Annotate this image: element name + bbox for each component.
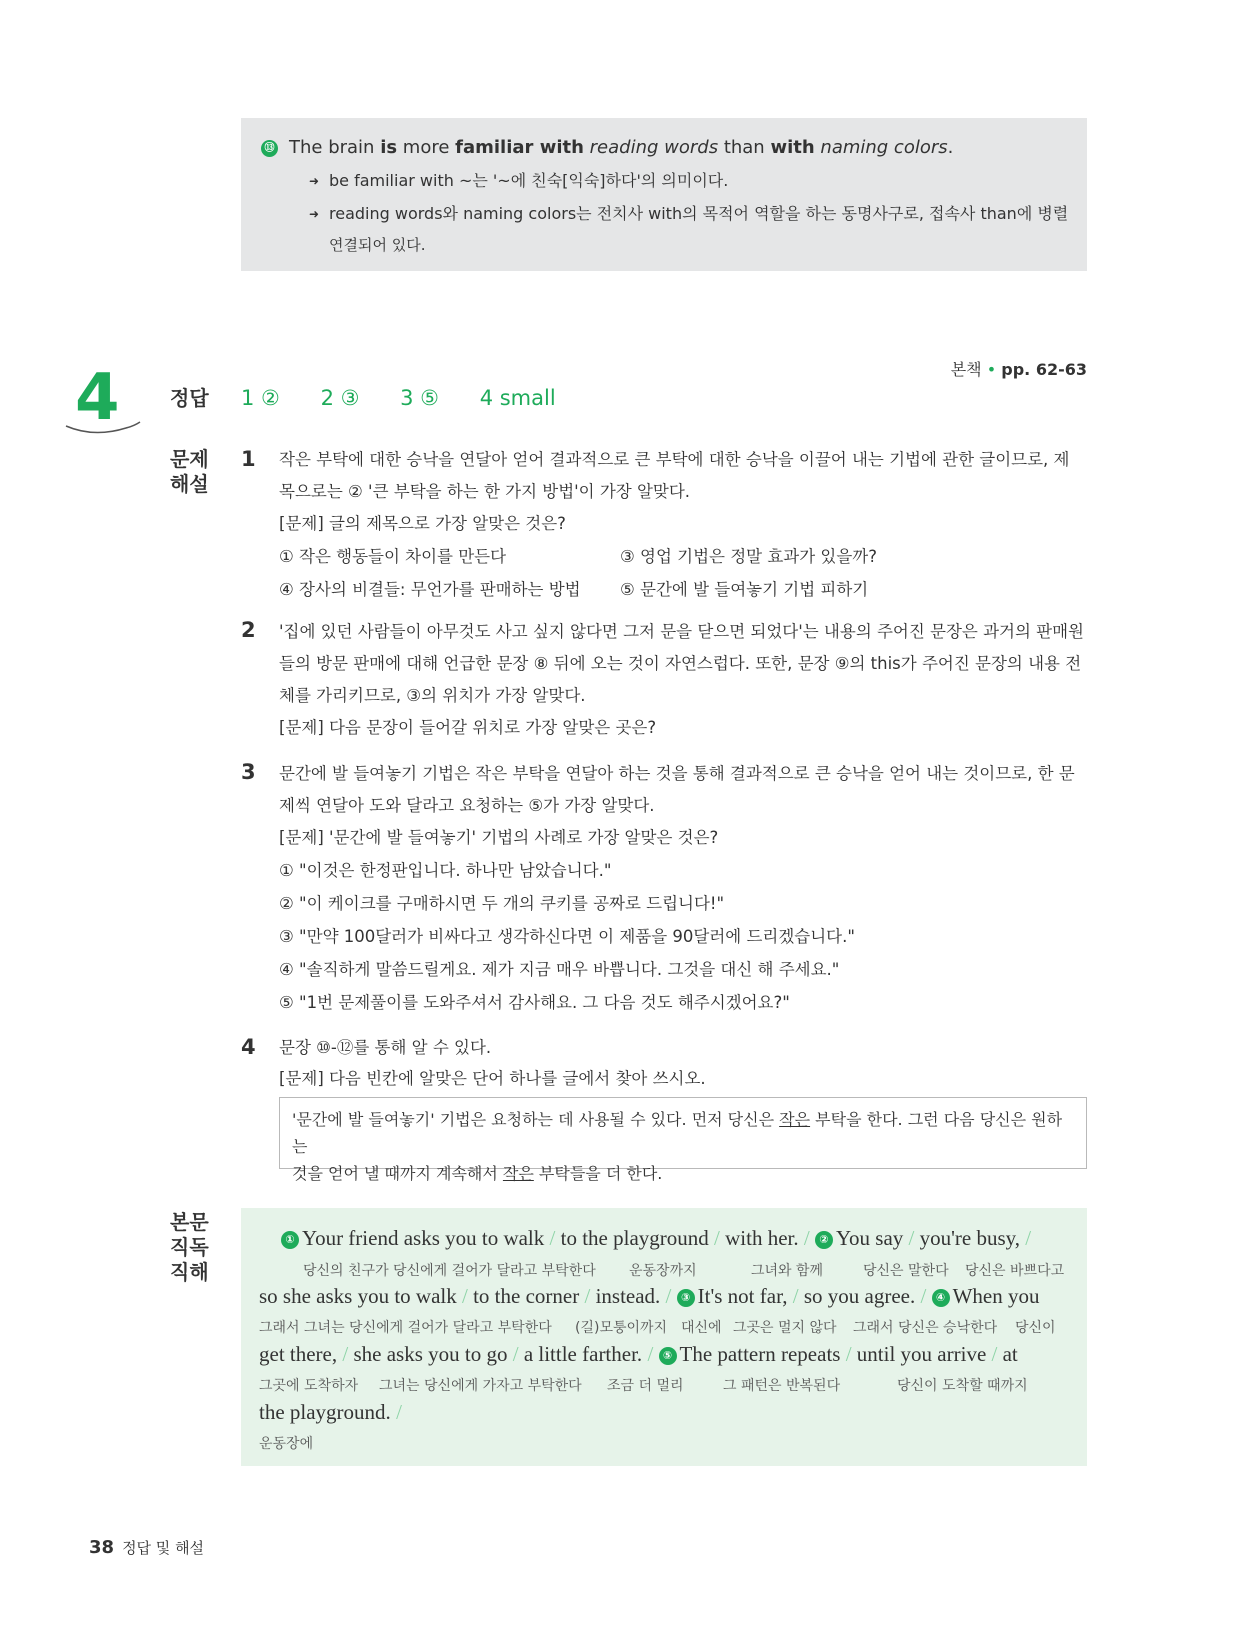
q4-summary-box	[279, 1097, 1087, 1183]
explain-label-2: 해설	[170, 472, 209, 496]
answer-item: 3 ⑤	[400, 386, 439, 410]
answer-list	[241, 386, 590, 410]
slash-divider: /	[714, 1226, 720, 1250]
sentence-italic: naming colors	[820, 137, 948, 158]
q3-option: ④ "솔직하게 말씀드릴게요. 제가 지금 매우 바쁩니다. 그것을 대신 해 주세요."	[279, 960, 840, 979]
chunk: to the corner	[473, 1284, 580, 1308]
chunk: until you arrive	[856, 1342, 987, 1366]
reading-korean-chunk: 그곳은 멀지 않다	[733, 1320, 837, 1336]
book-ref-pages: pp. 62-63	[1001, 360, 1087, 379]
q3-option: ② "이 케이크를 구매하시면 두 개의 쿠키를 공짜로 드립니다!"	[279, 894, 725, 913]
slash-divider: /	[845, 1342, 852, 1366]
question-number: 1	[241, 447, 256, 471]
q3-option: ⑤ "1번 문제풀이를 도와주셔서 감사해요. 그 다음 것도 해주시겠어요?"	[279, 993, 790, 1012]
sentence-number: ⑬	[261, 140, 278, 157]
arrow-right-icon: ➜	[309, 174, 320, 188]
direct-reading-box	[241, 1208, 1087, 1466]
q2-explanation-line: 체를 가리키므로, ③의 위치가 가장 알맞다.	[279, 686, 586, 705]
reading-korean-chunk: 당신은 바쁘다고	[965, 1263, 1065, 1279]
question-number: 3	[241, 760, 256, 784]
summary-line-1	[292, 1106, 1074, 1160]
reading-korean-chunk: 대신에	[681, 1320, 722, 1336]
chunk: the playground.	[259, 1400, 391, 1424]
q2-explanation-line: '집에 있던 사람들이 아무것도 사고 싶지 않다면 그저 문을 닫으면 되었다'는 내용의 주어진 문장은 과거의 판매원	[279, 622, 1084, 641]
chunk: When you	[952, 1284, 1040, 1308]
slash-divider: /	[512, 1342, 519, 1366]
note-text: be familiar with ~는 '~에 친숙[익숙]하다'의 의미이다.	[329, 171, 729, 190]
arrow-right-icon: ➜	[309, 207, 320, 221]
q3-option: ① "이것은 한정판입니다. 하나만 남았습니다."	[279, 861, 612, 880]
reading-korean-chunk: 그녀는 당신에게 가자고 부탁한다	[379, 1378, 582, 1394]
reading-korean-chunk: 운동장까지	[629, 1263, 697, 1279]
reading-korean-chunk: 그곳에 도착하자	[259, 1378, 359, 1394]
reading-korean-chunk: 당신은 말한다	[863, 1263, 949, 1279]
chunk: she asks you to go	[353, 1342, 508, 1366]
chunk: so she asks you to walk	[259, 1284, 457, 1308]
summary-blank-answer: 작은	[502, 1164, 534, 1183]
explain-label-1: 문제	[170, 447, 209, 471]
q1-question: [문제] 글의 제목으로 가장 알맞은 것은?	[279, 514, 566, 533]
reading-label-1: 본문	[170, 1210, 209, 1234]
chunk: get there,	[259, 1342, 338, 1366]
sentence-bold: is	[380, 137, 398, 158]
reading-korean-chunk: 그래서 그녀는 당신에게 걸어가 달라고 부탁한다	[259, 1320, 552, 1336]
slash-divider: /	[803, 1226, 810, 1250]
sentence-number: ②	[815, 1231, 833, 1249]
chunk: The pattern repeats	[679, 1342, 841, 1366]
swoosh-underline-icon	[64, 420, 144, 440]
slash-divider: /	[908, 1226, 915, 1250]
slash-divider: /	[792, 1284, 799, 1308]
chunk: a little farther.	[523, 1342, 643, 1366]
chunk: with her.	[725, 1226, 799, 1250]
summary-text: 것을 얻어 낼 때까지 계속해서	[292, 1164, 503, 1183]
reading-korean-chunk: 그 패턴은 반복된다	[723, 1378, 841, 1394]
slash-divider: /	[991, 1342, 998, 1366]
q1-option: ⑤ 문간에 발 들여놓기 기법 피하기	[620, 580, 869, 599]
q1-explanation-line: 목으로는 ② '큰 부탁을 하는 한 가지 방법'이 가장 알맞다.	[279, 482, 691, 501]
reading-label-2: 직독	[170, 1235, 209, 1259]
bullet-dot-icon: •	[986, 360, 997, 379]
chunk: to the playground	[560, 1226, 709, 1250]
summary-text: 부탁을 한다. 그런 다음 당신은 원하는	[292, 1110, 1063, 1156]
chunk: You say	[835, 1226, 904, 1250]
answer-item: 2 ③	[320, 386, 360, 410]
sentence-text: than	[718, 137, 771, 158]
slash-divider: /	[584, 1284, 591, 1308]
q4-explanation-line: 문장 ⑩-⑫를 통해 알 수 있다.	[279, 1038, 492, 1057]
sentence-bold: with	[770, 137, 815, 158]
q4-question: [문제] 다음 빈칸에 알맞은 단어 하나를 글에서 찾아 쓰시오.	[279, 1069, 706, 1088]
q1-option: ④ 장사의 비결들: 무언가를 판매하는 방법	[279, 580, 581, 599]
sentence-text: .	[947, 137, 954, 158]
grammar-note-2-cont: 연결되어 있다.	[329, 236, 426, 254]
slash-divider: /	[342, 1342, 349, 1366]
page-footer	[89, 1537, 204, 1558]
chunk: instead.	[595, 1284, 661, 1308]
summary-text: '문간에 발 들여놓기' 기법은 요청하는 데 사용될 수 있다. 먼저 당신은	[292, 1110, 780, 1129]
book-ref-prefix: 본책	[950, 360, 982, 379]
footer-title: 정답 및 해설	[122, 1539, 205, 1557]
slash-divider: /	[647, 1342, 654, 1366]
sentence-text: more	[397, 137, 456, 158]
reading-korean-chunk: 당신이 도착할 때까지	[897, 1378, 1028, 1394]
reading-english-line	[281, 1226, 1031, 1251]
slash-divider: /	[549, 1226, 556, 1250]
reading-label-3: 직해	[170, 1260, 209, 1284]
q1-option: ① 작은 행동들이 차이를 만든다	[279, 547, 507, 566]
q3-option: ③ "만약 100달러가 비싸다고 생각하신다면 이 제품을 90달러에 드리겠습니다."	[279, 927, 855, 946]
reading-korean-chunk: 그래서 당신은 승낙한다	[853, 1320, 998, 1336]
chunk: you're busy,	[919, 1226, 1021, 1250]
reading-english-line	[259, 1284, 1039, 1309]
sentence-number: ③	[677, 1289, 695, 1307]
summary-line-2	[292, 1160, 1074, 1187]
q1-option: ③ 영업 기법은 정말 효과가 있을까?	[620, 547, 877, 566]
grammar-note-2	[261, 198, 1087, 230]
summary-text: 부탁들을 더 한다.	[533, 1164, 663, 1183]
slash-divider: /	[396, 1400, 402, 1424]
sentence-bold: familiar with	[455, 137, 584, 158]
sentence-number: ④	[932, 1289, 950, 1307]
note-text: reading words와 naming colors는 전치사 with의 목적어 역할을 하는 동명사구로, 접속사 than에 병렬	[329, 204, 1069, 223]
reading-korean-chunk: 당신이	[1015, 1320, 1056, 1336]
slash-divider: /	[1025, 1226, 1032, 1250]
slash-divider: /	[462, 1284, 468, 1308]
answer-item: 1 ②	[241, 386, 280, 410]
reading-korean-chunk: 그녀와 함께	[751, 1263, 824, 1279]
page-number: 38	[89, 1537, 115, 1558]
reading-korean-chunk: 당신의 친구가 당신에게 걸어가 달라고 부탁한다	[303, 1263, 596, 1279]
sentence-italic: reading words	[589, 137, 719, 158]
reading-korean-chunk: (길)모퉁이까지	[575, 1320, 668, 1336]
book-page-reference	[940, 357, 1087, 380]
reading-english-line	[259, 1400, 402, 1425]
answer-label: 정답	[170, 386, 209, 410]
section-number: 4	[75, 361, 120, 435]
q2-explanation-line: 들의 방문 판매에 대해 언급한 문장 ⑧ 뒤에 오는 것이 자연스럽다. 또한, 문장 ⑨의 this가 주어진 문장의 내용 전	[279, 654, 1082, 673]
chunk: Your friend asks you to walk	[302, 1226, 545, 1250]
sentence-number: ⑤	[659, 1347, 677, 1365]
question-number: 4	[241, 1035, 256, 1059]
slash-divider: /	[920, 1284, 927, 1308]
grammar-note-box	[241, 118, 1087, 271]
q3-question: [문제] '문간에 발 들여놓기' 기법의 사례로 가장 알맞은 것은?	[279, 828, 719, 847]
sentence-text: The brain	[289, 137, 381, 158]
chunk: at	[1002, 1342, 1018, 1366]
summary-blank-answer: 작은	[779, 1110, 811, 1129]
q3-explanation-line: 문간에 발 들여놓기 기법은 작은 부탁을 연달아 하는 것을 통해 결과적으로 큰 승낙을 얻어 내는 것이므로, 한 문	[279, 764, 1075, 783]
answer-item: 4 small	[479, 386, 556, 410]
q1-explanation-line: 작은 부탁에 대한 승낙을 연달아 얻어 결과적으로 큰 부탁에 대한 승낙을 이끌어 내는 기법에 관한 글이므로, 제	[279, 450, 1070, 469]
grammar-sentence	[261, 132, 1087, 164]
chunk: so you agree.	[803, 1284, 916, 1308]
sentence-number: ①	[281, 1231, 299, 1249]
question-number: 2	[241, 618, 256, 642]
grammar-note-1	[261, 165, 1087, 197]
slash-divider: /	[665, 1284, 672, 1308]
reading-korean-chunk: 조금 더 멀리	[607, 1378, 684, 1394]
q2-question: [문제] 다음 문장이 들어갈 위치로 가장 알맞은 곳은?	[279, 718, 657, 737]
chunk: It's not far,	[697, 1284, 788, 1308]
reading-korean-chunk: 운동장에	[259, 1436, 314, 1452]
reading-english-line	[259, 1342, 1018, 1367]
q3-explanation-line: 제씩 연달아 도와 달라고 요청하는 ⑤가 가장 알맞다.	[279, 796, 655, 815]
